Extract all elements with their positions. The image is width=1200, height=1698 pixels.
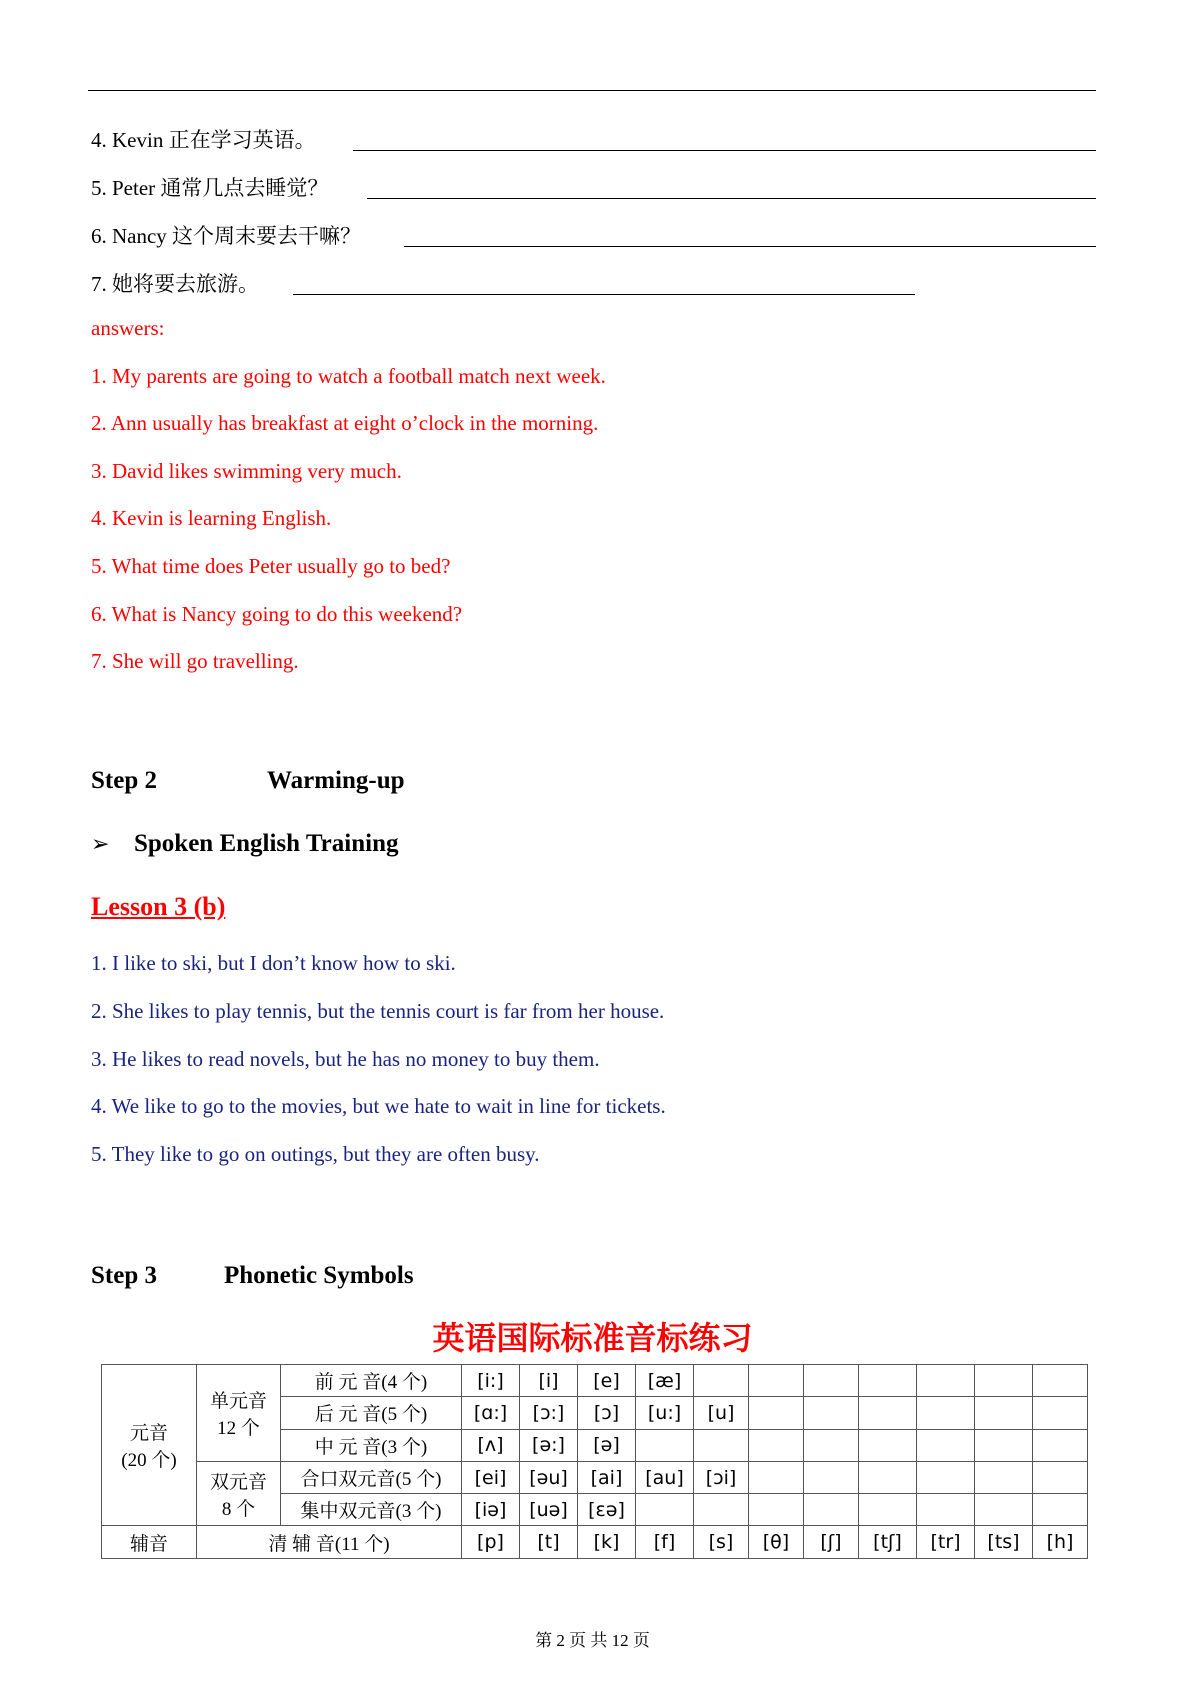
symbol-cell: [u:] [636, 1397, 694, 1429]
phonetic-table [101, 1364, 1088, 1559]
consonant-cell: 辅音 [102, 1526, 197, 1558]
symbol-cell: [iə] [462, 1494, 520, 1526]
category-cell: 前 元 音(4 个) [281, 1365, 462, 1397]
page-footer: 第 2 页 共 12 页 [535, 1631, 650, 1650]
empty-cell [859, 1461, 917, 1493]
symbol-cell: [ʌ] [462, 1429, 520, 1461]
answer-blank-7[interactable] [293, 294, 915, 295]
symbol-cell: [ai] [578, 1461, 636, 1493]
symbol-cell: [ʃ] [804, 1526, 859, 1558]
header-rule [88, 90, 1096, 91]
symbol-cell: [f] [636, 1526, 694, 1558]
answer-2: 2. Ann usually has breakfast at eight o’clock in the morning. [91, 411, 599, 435]
answer-blank-5[interactable] [367, 198, 1096, 199]
symbol-cell: [ts] [975, 1526, 1033, 1558]
empty-cell [694, 1365, 749, 1397]
empty-cell [1033, 1365, 1088, 1397]
empty-cell [859, 1494, 917, 1526]
answers-label: answers: [91, 316, 165, 340]
symbol-cell: [tʃ] [859, 1526, 917, 1558]
category-cell: 清 辅 音(11 个) [197, 1526, 462, 1558]
empty-cell [917, 1429, 975, 1461]
step-3-title: Phonetic Symbols [224, 1262, 414, 1289]
symbol-cell: [ɔi] [694, 1461, 749, 1493]
symbol-cell: [p] [462, 1526, 520, 1558]
answer-3: 3. David likes swimming very much. [91, 459, 402, 483]
empty-cell [694, 1429, 749, 1461]
empty-cell [859, 1397, 917, 1429]
symbol-cell: [əu] [520, 1461, 578, 1493]
category-cell: 中 元 音(3 个) [281, 1429, 462, 1461]
symbol-cell: [θ] [749, 1526, 804, 1558]
empty-cell [917, 1461, 975, 1493]
answer-4: 4. Kevin is learning English. [91, 506, 332, 530]
phonetic-table-title: 英语国际标准音标练习 [432, 1319, 753, 1357]
vowels-cell: 元音 (20 个) [102, 1365, 197, 1526]
sentence-1: 1. I like to ski, but I don’t know how to ski. [91, 951, 456, 975]
symbol-cell: [k] [578, 1526, 636, 1558]
bullet-text: Spoken English Training [134, 830, 399, 857]
empty-cell [917, 1365, 975, 1397]
question-7: 7. 她将要去旅游。 [91, 272, 259, 296]
symbol-cell: [t] [520, 1526, 578, 1558]
empty-cell [917, 1494, 975, 1526]
arrow-bullet-icon: ➢ [91, 832, 110, 857]
symbol-cell: [ɔ] [578, 1397, 636, 1429]
empty-cell [694, 1494, 749, 1526]
symbol-cell: [ɑ:] [462, 1397, 520, 1429]
empty-cell [749, 1365, 804, 1397]
symbol-cell: [i] [520, 1365, 578, 1397]
answer-1: 1. My parents are going to watch a football match next week. [91, 364, 606, 388]
empty-cell [1033, 1494, 1088, 1526]
empty-cell [749, 1461, 804, 1493]
symbol-cell: [ə:] [520, 1429, 578, 1461]
symbol-cell: [e] [578, 1365, 636, 1397]
empty-cell [1033, 1429, 1088, 1461]
step-3-label: Step 3 [91, 1262, 157, 1289]
answer-5: 5. What time does Peter usually go to bed? [91, 554, 451, 578]
symbol-cell: [æ] [636, 1365, 694, 1397]
empty-cell [804, 1397, 859, 1429]
symbol-cell: [s] [694, 1526, 749, 1558]
monophthong-cell: 单元音 12 个 [197, 1365, 281, 1462]
empty-cell [975, 1461, 1033, 1493]
symbol-cell: [tr] [917, 1526, 975, 1558]
category-cell: 集中双元音(3 个) [281, 1494, 462, 1526]
sentence-4: 4. We like to go to the movies, but we hate to wait in line for tickets. [91, 1094, 666, 1118]
empty-cell [804, 1461, 859, 1493]
question-6: 6. Nancy 这个周末要去干嘛？ [91, 224, 362, 248]
symbol-cell: [i:] [462, 1365, 520, 1397]
step-2-label: Step 2 [91, 767, 157, 794]
symbol-cell: [au] [636, 1461, 694, 1493]
answer-blank-6[interactable] [404, 246, 1096, 247]
spoken-english-bullet [91, 830, 399, 858]
category-cell: 合口双元音(5 个) [281, 1461, 462, 1493]
category-cell: 后 元 音(5 个) [281, 1397, 462, 1429]
table-row [102, 1526, 1088, 1558]
empty-cell [975, 1397, 1033, 1429]
empty-cell [859, 1429, 917, 1461]
symbol-cell: [ɛə] [578, 1494, 636, 1526]
empty-cell [1033, 1397, 1088, 1429]
empty-cell [917, 1397, 975, 1429]
empty-cell [636, 1494, 694, 1526]
symbol-cell: [ei] [462, 1461, 520, 1493]
step-2-title: Warming-up [267, 767, 405, 794]
sentence-2: 2. She likes to play tennis, but the tennis court is far from her house. [91, 999, 665, 1023]
symbol-cell: [h] [1033, 1526, 1088, 1558]
symbol-cell: [uə] [520, 1494, 578, 1526]
empty-cell [636, 1429, 694, 1461]
empty-cell [804, 1429, 859, 1461]
question-5: 5. Peter 通常几点去睡觉？ [91, 176, 329, 200]
empty-cell [1033, 1461, 1088, 1493]
sentence-5: 5. They like to go on outings, but they are often busy. [91, 1142, 540, 1166]
step-2-heading [91, 767, 405, 795]
empty-cell [749, 1397, 804, 1429]
answer-7: 7. She will go travelling. [91, 649, 299, 673]
question-4: 4. Kevin 正在学习英语。 [91, 128, 316, 152]
table-row [102, 1365, 1088, 1397]
empty-cell [975, 1365, 1033, 1397]
empty-cell [804, 1494, 859, 1526]
answer-6: 6. What is Nancy going to do this weekend? [91, 602, 463, 626]
symbol-cell: [ə] [578, 1429, 636, 1461]
symbol-cell: [ɔ:] [520, 1397, 578, 1429]
empty-cell [975, 1494, 1033, 1526]
lesson-title: Lesson 3 (b) [91, 892, 226, 921]
empty-cell [975, 1429, 1033, 1461]
empty-cell [859, 1365, 917, 1397]
empty-cell [749, 1429, 804, 1461]
diphthong-cell: 双元音 8 个 [197, 1461, 281, 1526]
empty-cell [804, 1365, 859, 1397]
table-row [102, 1461, 1088, 1493]
step-3-heading [91, 1262, 414, 1290]
symbol-cell: [u] [694, 1397, 749, 1429]
answer-blank-4[interactable] [353, 150, 1096, 151]
sentence-3: 3. He likes to read novels, but he has no money to buy them. [91, 1047, 600, 1071]
empty-cell [749, 1494, 804, 1526]
